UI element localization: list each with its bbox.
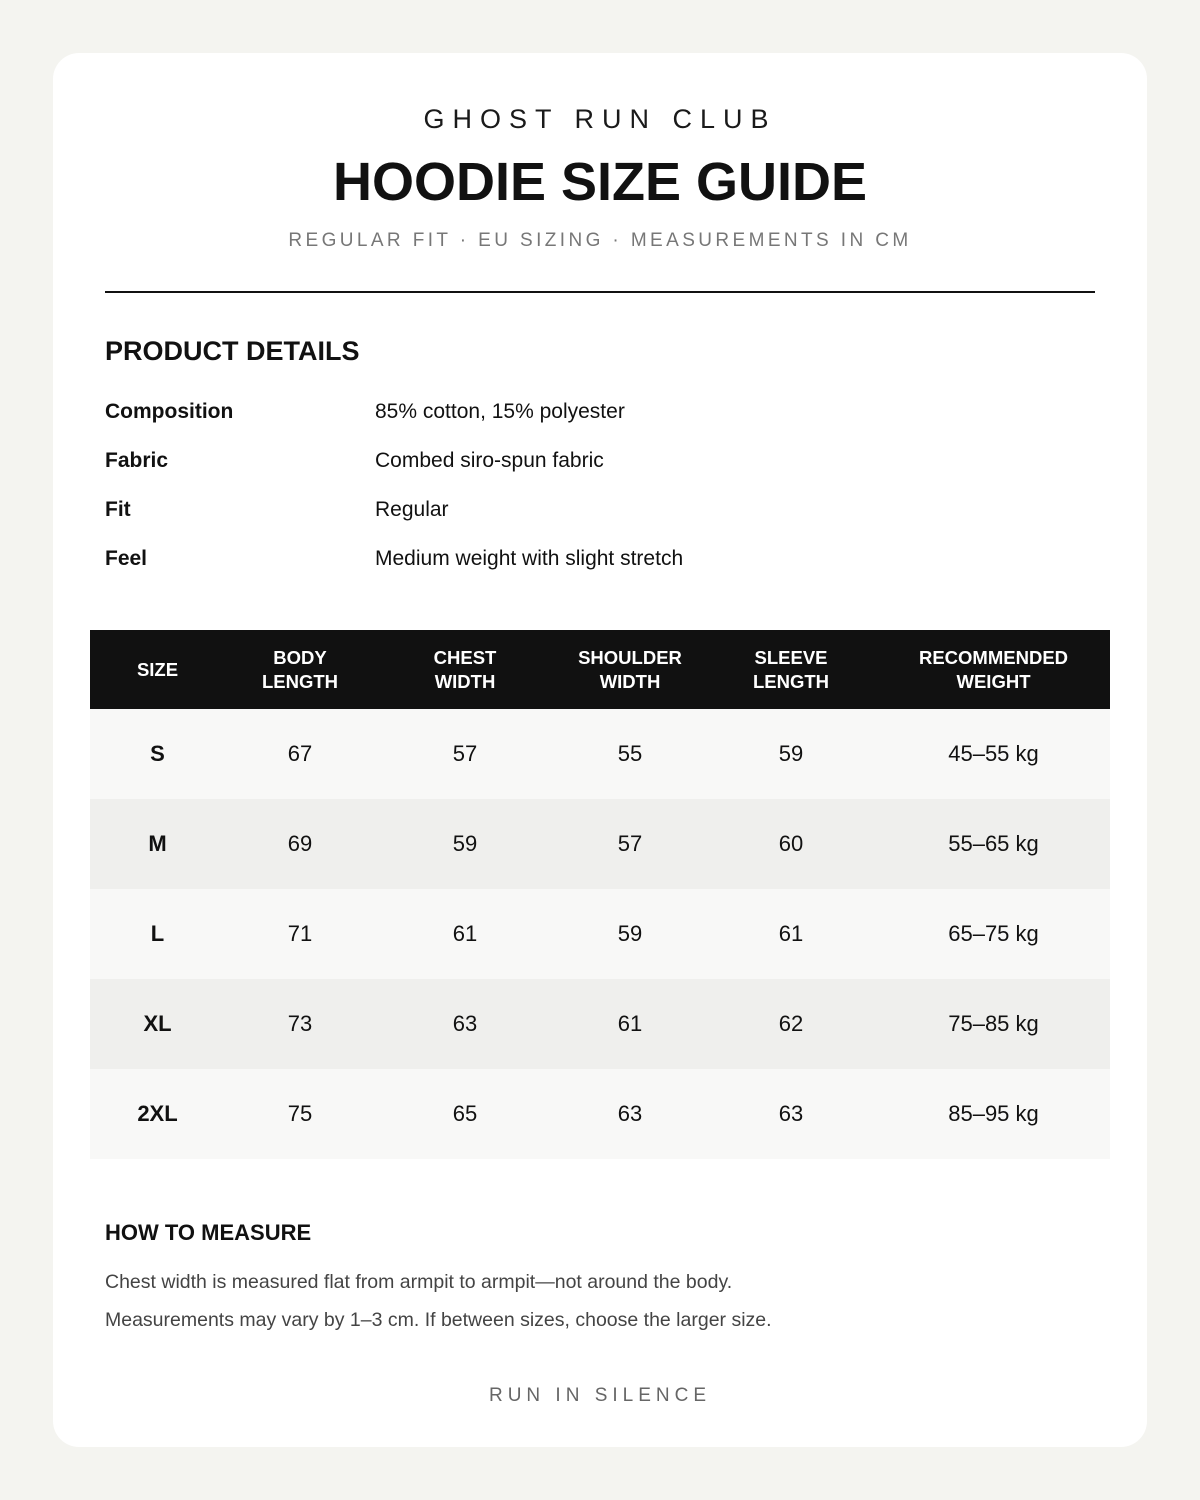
table-cell: 73 xyxy=(225,979,375,1069)
table-cell: 63 xyxy=(705,1069,877,1159)
table-cell: 59 xyxy=(555,889,705,979)
detail-value: Combed siro-spun fabric xyxy=(375,449,604,472)
table-cell: 65 xyxy=(375,1069,555,1159)
table-cell: 63 xyxy=(375,979,555,1069)
table-cell: 55 xyxy=(555,709,705,799)
product-details-heading: PRODUCT DETAILS xyxy=(105,336,360,366)
table-cell: 63 xyxy=(555,1069,705,1159)
column-header-chest-width: CHEST WIDTH xyxy=(375,630,555,709)
table-cell: 45–55 kg xyxy=(877,709,1110,799)
table-cell: 55–65 kg xyxy=(877,799,1110,889)
table-cell-size: XL xyxy=(90,979,225,1069)
column-header-body-length: BODY LENGTH xyxy=(225,630,375,709)
column-header-size: SIZE xyxy=(90,630,225,709)
table-cell: 67 xyxy=(225,709,375,799)
table-cell: 75 xyxy=(225,1069,375,1159)
table-header-row xyxy=(90,630,1110,709)
table-row xyxy=(90,889,1110,979)
detail-row-fabric xyxy=(105,441,1005,490)
measure-note: Measurements may vary by 1–3 cm. If between sizes, choose the larger size. xyxy=(105,1309,772,1331)
detail-row-feel xyxy=(105,539,1005,588)
column-header-recommended-weight: RECOMMENDED WEIGHT xyxy=(877,630,1110,709)
size-table xyxy=(90,630,1110,1159)
table-row xyxy=(90,979,1110,1069)
table-cell: 75–85 kg xyxy=(877,979,1110,1069)
column-header-shoulder-width: SHOULDER WIDTH xyxy=(555,630,705,709)
page-subtitle: REGULAR FIT · EU SIZING · MEASUREMENTS IN CM xyxy=(288,230,912,251)
detail-value: 85% cotton, 15% polyester xyxy=(375,400,625,423)
table-row xyxy=(90,709,1110,799)
detail-value: Medium weight with slight stretch xyxy=(375,547,684,570)
detail-key: Fabric xyxy=(105,449,169,472)
table-cell-size: 2XL xyxy=(90,1069,225,1159)
table-cell: 59 xyxy=(375,799,555,889)
table-cell: 61 xyxy=(555,979,705,1069)
size-guide-card xyxy=(53,53,1147,1447)
table-cell-size: S xyxy=(90,709,225,799)
detail-value: Regular xyxy=(375,498,449,521)
table-cell: 61 xyxy=(375,889,555,979)
table-cell: 57 xyxy=(375,709,555,799)
table-cell: 59 xyxy=(705,709,877,799)
detail-key: Fit xyxy=(105,498,131,521)
table-cell: 85–95 kg xyxy=(877,1069,1110,1159)
header-divider xyxy=(105,291,1095,293)
table-row xyxy=(90,1069,1110,1159)
table-row xyxy=(90,799,1110,889)
product-details-list xyxy=(105,392,1005,588)
table-cell-size: M xyxy=(90,799,225,889)
detail-row-fit xyxy=(105,490,1005,539)
table-cell: 69 xyxy=(225,799,375,889)
table-cell: 62 xyxy=(705,979,877,1069)
brand-name: GHOST RUN CLUB xyxy=(423,104,777,134)
table-cell: 71 xyxy=(225,889,375,979)
table-cell: 57 xyxy=(555,799,705,889)
how-to-measure-heading: HOW TO MEASURE xyxy=(105,1220,312,1245)
detail-row-composition xyxy=(105,392,1005,441)
table-cell: 61 xyxy=(705,889,877,979)
page-title: HOODIE SIZE GUIDE xyxy=(332,152,868,212)
footer-tagline: RUN IN SILENCE xyxy=(488,1385,712,1406)
measure-note: Chest width is measured flat from armpit to armpit—not around the body. xyxy=(105,1271,733,1293)
table-cell: 60 xyxy=(705,799,877,889)
table-cell-size: L xyxy=(90,889,225,979)
column-header-sleeve-length: SLEEVE LENGTH xyxy=(705,630,877,709)
table-cell: 65–75 kg xyxy=(877,889,1110,979)
detail-key: Feel xyxy=(105,547,148,570)
detail-key: Composition xyxy=(105,400,234,423)
